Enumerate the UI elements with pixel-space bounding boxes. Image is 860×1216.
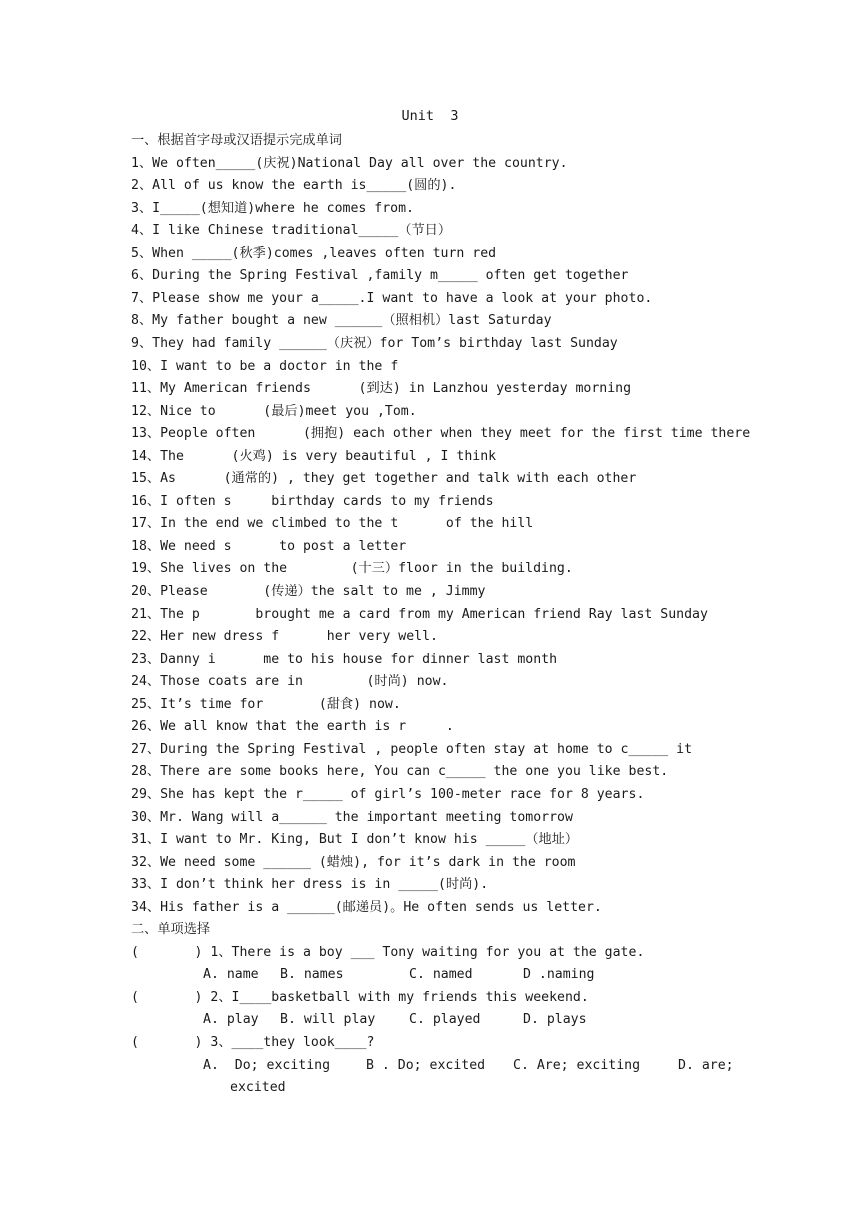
mc-option: A. play bbox=[203, 1012, 259, 1028]
question-item: 32、We need some ______ (蜡烛), for it’s dark in the room bbox=[131, 854, 576, 870]
question-item: 21、The p brought me a card from my American friend Ray last Sunday bbox=[131, 606, 708, 622]
question-item: 1、We often_____(庆祝)National Day all over the country. bbox=[131, 155, 568, 171]
mc-option: D. are; bbox=[678, 1057, 734, 1073]
mc-option: C. named bbox=[409, 967, 473, 983]
question-item: 8、My father bought a new ______（照相机）last Saturday bbox=[131, 313, 552, 329]
question-item: 30、Mr. Wang will a______ the important meeting tomorrow bbox=[131, 809, 573, 825]
question-item: 5、When _____(秋季)comes ,leaves often turn red bbox=[131, 245, 497, 261]
question-item: 4、I like Chinese traditional_____（节日） bbox=[131, 223, 452, 239]
question-item: 22、Her new dress f her very well. bbox=[131, 629, 438, 645]
question-item: 7、Please show me your a_____.I want to have a look at your photo. bbox=[131, 290, 653, 306]
question-item: 6、During the Spring Festival ,family m_____ often get together bbox=[131, 268, 629, 284]
question-item: 17、In the end we climbed to the t of the hill bbox=[131, 516, 534, 532]
mc-option: B . Do; excited bbox=[366, 1057, 486, 1073]
question-item: 15、As (通常的) , they get together and talk with each other bbox=[131, 471, 637, 487]
mc-option: B. will play bbox=[280, 1012, 376, 1028]
mc-option: B. names bbox=[280, 967, 344, 983]
question-item: 34、His father is a ______(邮递员)。He often sends us letter. bbox=[131, 899, 602, 915]
section-heading: 二、单项选择 bbox=[131, 922, 211, 938]
question-item: 12、Nice to (最后)meet you ,Tom. bbox=[131, 403, 417, 419]
question-item: 28、There are some books here, You can c_____ the one you like best. bbox=[131, 764, 669, 780]
question-item: 25、It’s time for (甜食) now. bbox=[131, 696, 401, 712]
page-title: Unit 3 bbox=[401, 108, 459, 124]
mc-question-stem: ( ) 3、____they look____? bbox=[131, 1035, 375, 1050]
mc-option: C. played bbox=[409, 1012, 481, 1028]
question-item: 3、I_____(想知道)where he comes from. bbox=[131, 200, 414, 216]
question-item: 14、The (火鸡) is very beautiful , I think bbox=[131, 448, 497, 464]
question-item: 16、I often s birthday cards to my friends bbox=[131, 493, 494, 509]
question-item: 24、Those coats are in (时尚) now. bbox=[131, 674, 449, 690]
question-item: 31、I want to Mr. King, But I don’t know his _____（地址） bbox=[131, 832, 579, 848]
mc-option: A. Do; exciting bbox=[203, 1057, 331, 1073]
question-item: 20、Please (传递）the salt to me , Jimmy bbox=[131, 584, 486, 599]
question-item: 9、They had family ______（庆祝）for Tom’s birthday last Sunday bbox=[131, 335, 618, 351]
question-item: 11、My American friends (到达) in Lanzhou yesterday morning bbox=[131, 381, 632, 397]
question-item: 26、We all know that the earth is r . bbox=[131, 719, 454, 735]
question-item: 18、We need s to post a letter bbox=[131, 538, 407, 554]
section-heading: 一、根据首字母或汉语提示完成单词 bbox=[131, 133, 342, 148]
question-item: 27、During the Spring Festival , people often stay at home to c_____ it bbox=[131, 741, 693, 757]
mc-option: D. plays bbox=[523, 1012, 587, 1028]
question-item: 10、I want to be a doctor in the f bbox=[131, 358, 399, 374]
question-item: 29、She has kept the r_____ of girl’s 100-meter race for 8 years. bbox=[131, 786, 645, 802]
question-item: 23、Danny i me to his house for dinner last month bbox=[131, 651, 558, 667]
question-item: 33、I don’t think her dress is in _____(时尚). bbox=[131, 877, 489, 893]
mc-question-stem: ( ) 2、I____basketball with my friends this weekend. bbox=[131, 989, 589, 1005]
mc-option-continuation: excited bbox=[230, 1080, 286, 1096]
question-item: 2、All of us know the earth is_____(圆的). bbox=[131, 178, 457, 194]
question-item: 13、People often (拥抱) each other when they meet for the first time there bbox=[131, 426, 751, 442]
mc-question-stem: ( ) 1、There is a boy ___ Tony waiting for you at the gate. bbox=[131, 944, 645, 960]
question-item: 19、She lives on the (十三）floor in the building. bbox=[131, 561, 573, 577]
mc-option: C. Are; exciting bbox=[513, 1057, 641, 1073]
mc-option: D .naming bbox=[523, 967, 595, 983]
mc-option: A. name bbox=[203, 967, 259, 983]
